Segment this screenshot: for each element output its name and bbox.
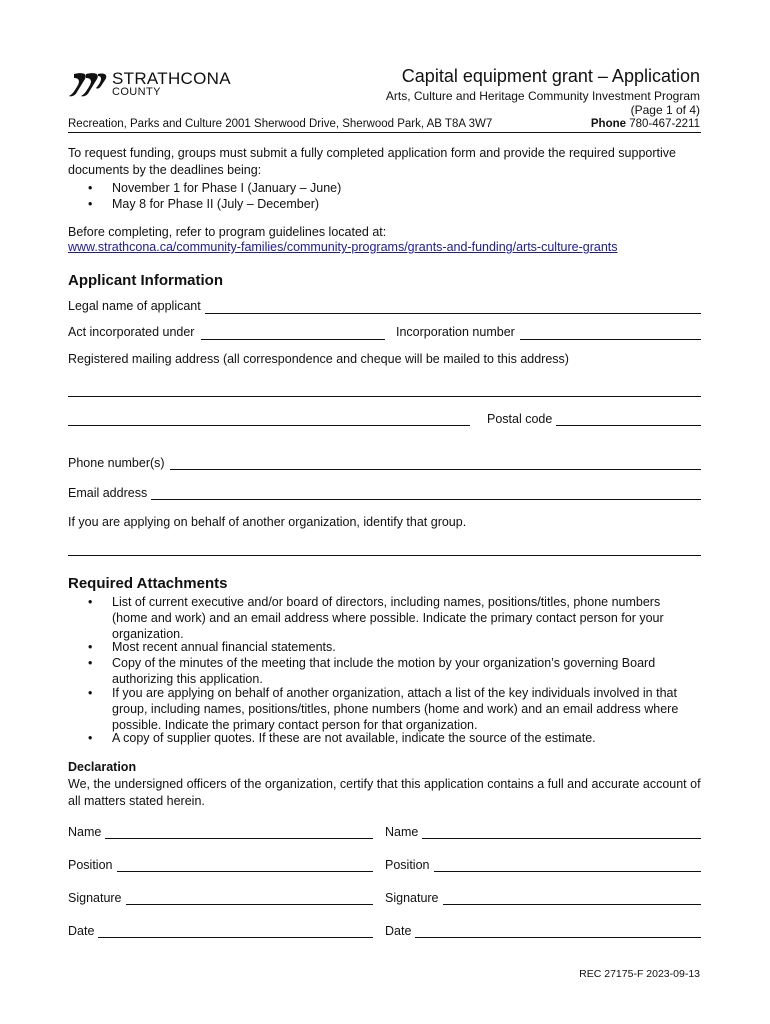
date-label-1: Date <box>68 924 95 938</box>
email-address-field[interactable] <box>151 499 701 500</box>
position-field-1[interactable] <box>117 871 373 872</box>
department-address: Recreation, Parks and Culture 2001 Sherwood Drive, Sherwood Park, AB T8A 3W7 <box>68 118 493 130</box>
logo-subtitle: COUNTY <box>112 86 161 98</box>
attachment-item: • Copy of the minutes of the meeting that include the motion by your organization’s governing Board authorizing this application. <box>88 656 656 686</box>
legal-name-field[interactable] <box>205 313 701 314</box>
incorporation-number-field[interactable] <box>520 339 701 340</box>
bullet-icon: • <box>88 197 93 211</box>
attachment-item: • Most recent annual financial statements. <box>88 640 336 654</box>
bullet-icon: • <box>88 686 93 700</box>
header-divider <box>68 132 701 133</box>
logo-name: STRATHCONA <box>112 69 231 88</box>
phone-label: Phone <box>590 118 627 130</box>
bullet-icon: • <box>88 181 93 195</box>
phone-number: 780-467-2211 <box>629 118 700 130</box>
program-name: Arts, Culture and Heritage Community Investment Program <box>385 89 700 103</box>
deadline-item: • May 8 for Phase II (July – December) <box>88 197 320 211</box>
signature-label-2: Signature <box>385 891 439 905</box>
attachment-item: • List of current executive and/or board of directors, including names, positions/titles, phone numbers (home and work) and an email address where possible. Indicate the primary contact person for your organization. <box>88 595 664 641</box>
signature-field-2[interactable] <box>443 904 701 905</box>
mailing-address-field-1[interactable] <box>68 396 701 397</box>
postal-code-field[interactable] <box>556 425 701 426</box>
act-incorporated-label: Act incorporated under <box>68 325 195 339</box>
behalf-organization-field[interactable] <box>68 555 701 556</box>
position-label-2: Position <box>385 858 430 872</box>
strathcona-swoosh-icon <box>68 70 108 100</box>
form-code: REC 27175-F 2023-09-13 <box>579 968 700 980</box>
declaration-title: Declaration <box>68 760 137 774</box>
strathcona-logo <box>68 70 238 100</box>
name-field-1[interactable] <box>105 838 373 839</box>
bullet-icon: • <box>88 640 93 654</box>
attachments-list <box>88 594 698 746</box>
date-field-1[interactable] <box>98 937 373 938</box>
incorporation-number-label: Incorporation number <box>396 325 515 339</box>
deadline-list <box>88 180 698 212</box>
behalf-label: If you are applying on behalf of another organization, identify that group. <box>68 515 467 529</box>
legal-name-label: Legal name of applicant <box>68 299 201 313</box>
email-address-label: Email address <box>68 486 148 500</box>
page-indicator: (Page 1 of 4) <box>630 103 700 117</box>
guidelines-link[interactable]: www.strathcona.ca/community-families/community-programs/grants-and-funding/arts-culture-grants <box>68 240 618 254</box>
signature-label-1: Signature <box>68 891 122 905</box>
bullet-icon: • <box>88 656 93 670</box>
phone-numbers-label: Phone number(s) <box>68 456 165 470</box>
declaration-text: We, the undersigned officers of the organization, certify that this application contains a full and accurate account of all matters stated herein. <box>68 777 701 808</box>
mailing-address-label: Registered mailing address (all correspondence and cheque will be mailed to this address) <box>68 352 569 366</box>
name-label-2: Name <box>385 825 419 839</box>
bullet-icon: • <box>88 595 93 609</box>
position-label-1: Position <box>68 858 113 872</box>
date-field-2[interactable] <box>415 937 701 938</box>
mailing-address-field-2[interactable] <box>68 425 470 426</box>
guidelines-text: Before completing, refer to program guidelines located at: <box>68 225 387 239</box>
required-attachments-heading: Required Attachments <box>68 575 228 592</box>
intro-text: To request funding, groups must submit a fully completed application form and provide the required supportive documents by the deadlines being: <box>68 146 676 177</box>
postal-code-label: Postal code <box>487 412 553 426</box>
form-title: Capital equipment grant – Application <box>401 66 700 86</box>
date-label-2: Date <box>385 924 412 938</box>
act-incorporated-field[interactable] <box>201 339 385 340</box>
name-field-2[interactable] <box>422 838 701 839</box>
name-label-1: Name <box>68 825 102 839</box>
attachment-item: • If you are applying on behalf of another organization, attach a list of the key individuals involved in that group, including names, positions/titles, phone numbers (home and work) and an email address where possible. Indicate the primary contact person for that organization. <box>88 686 679 732</box>
attachment-item: • A copy of supplier quotes. If these are not available, indicate the source of the estimate. <box>88 731 596 745</box>
deadline-item: • November 1 for Phase I (January – June) <box>88 181 342 195</box>
phone-numbers-field[interactable] <box>170 469 701 470</box>
applicant-info-heading: Applicant Information <box>68 272 223 289</box>
signature-field-1[interactable] <box>126 904 373 905</box>
bullet-icon: • <box>88 731 93 745</box>
position-field-2[interactable] <box>434 871 701 872</box>
department-phone <box>591 118 700 130</box>
